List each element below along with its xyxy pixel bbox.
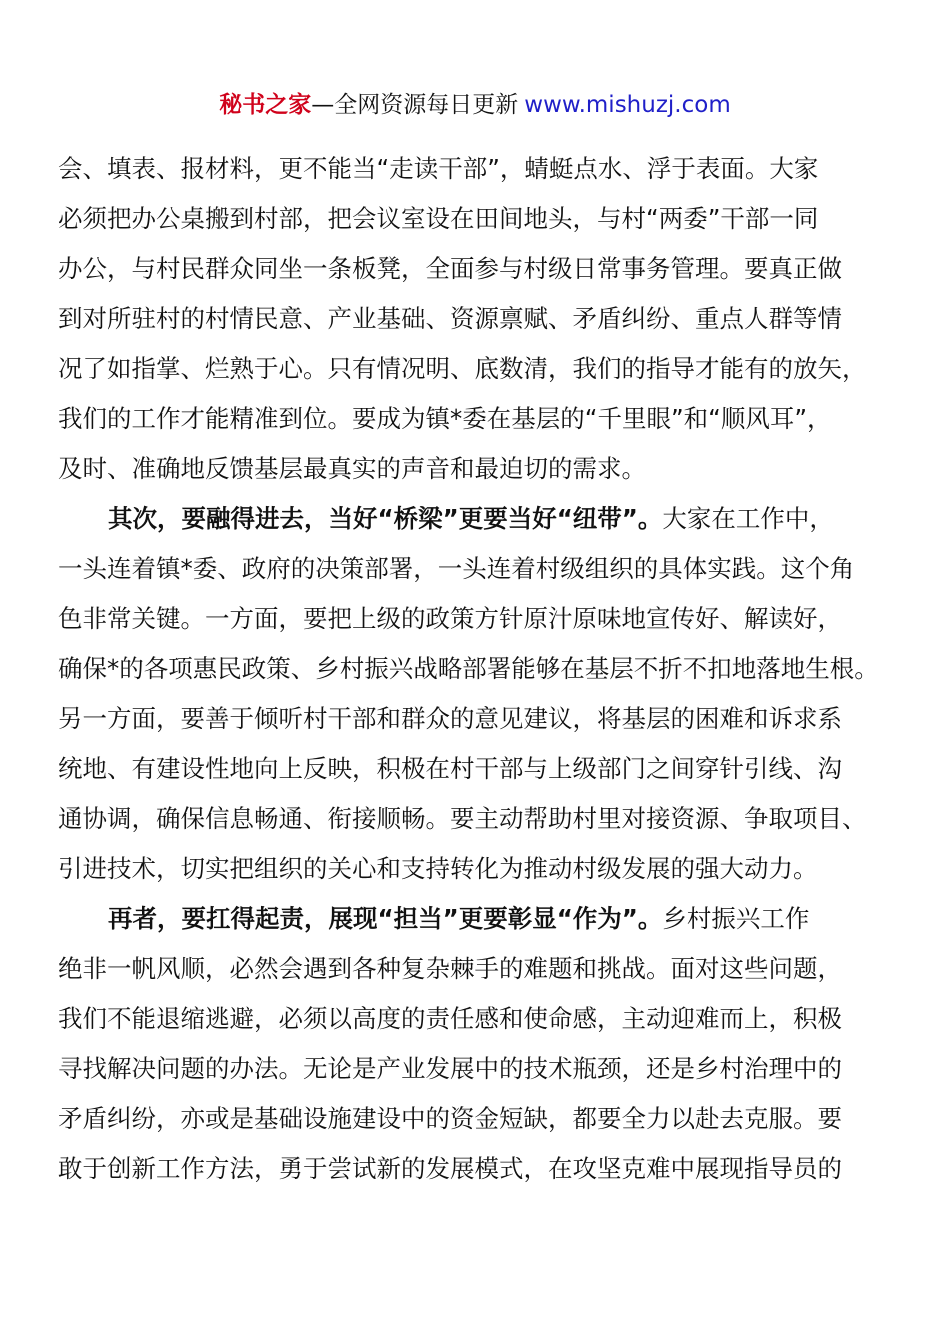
paragraph: [58, 494, 892, 894]
paragraph: [58, 144, 892, 494]
text-line: 确保*的各项惠民政策、乡村振兴战略部署能够在基层不折不扣地落地生根。: [58, 654, 879, 683]
text-line: 寻找解决问题的办法。无论是产业发展中的技术瓶颈，还是乡村治理中的: [58, 1054, 842, 1083]
text-line: 色非常关键。一方面，要把上级的政策方针原汁原味地宣传好、解读好，: [58, 604, 842, 633]
text-line: 到对所驻村的村情民意、产业基础、资源禀赋、矛盾纠纷、重点人群等情: [58, 304, 842, 333]
text-line: [58, 894, 892, 944]
text-line: 及时、准确地反馈基层最真实的声音和最迫切的需求。: [58, 454, 646, 483]
page-header: [0, 88, 950, 122]
paragraph-lead-rest: 大家在工作中，: [662, 504, 834, 533]
brand-name: 秘书之家: [219, 92, 312, 118]
document-body: [58, 144, 892, 1194]
text-line: 通协调，确保信息畅通、衔接顺畅。要主动帮助村里对接资源、争取项目、: [58, 804, 867, 833]
text-line: 统地、有建设性地向上反映，积极在村干部与上级部门之间穿针引线、沟: [58, 754, 842, 783]
text-line: 必须把办公桌搬到村部，把会议室设在田间地头，与村“两委”干部一同: [58, 204, 819, 233]
paragraph-lead: 其次，要融得进去，当好“桥梁”更要当好“纽带”。: [108, 504, 663, 533]
text-line: 引进技术，切实把组织的关心和支持转化为推动村级发展的强大动力。: [58, 854, 818, 883]
text-line: 矛盾纠纷，亦或是基础设施建设中的资金短缺，都要全力以赴去克服。要: [58, 1104, 842, 1133]
text-line: 会、填表、报材料，更不能当“走读干部”，蜻蜓点水、浮于表面。大家: [58, 154, 819, 183]
text-line: 我们不能退缩逃避，必须以高度的责任感和使命感，主动迎难而上，积极: [58, 1004, 842, 1033]
text-line: 办公，与村民群众同坐一条板凳，全面参与村级日常事务管理。要真正做: [58, 254, 842, 283]
text-line: 我们的工作才能精准到位。要成为镇*委在基层的“千里眼”和“顺风耳”，: [58, 404, 832, 433]
text-line: 绝非一帆风顺，必然会遇到各种复杂棘手的难题和挑战。面对这些问题，: [58, 954, 842, 983]
text-line: 另一方面，要善于倾听村干部和群众的意见建议，将基层的困难和诉求系: [58, 704, 842, 733]
text-line: [58, 494, 892, 544]
paragraph-lead: 再者，要扛得起责，展现“担当”更要彰显“作为”。: [108, 904, 663, 933]
site-url-link[interactable]: www.mishuzj.com: [524, 92, 731, 118]
paragraph: [58, 894, 892, 1194]
text-line: 敢于创新工作方法，勇于尝试新的发展模式，在攻坚克难中展现指导员的: [58, 1154, 842, 1183]
text-line: 况了如指掌、烂熟于心。只有情况明、底数清，我们的指导才能有的放矢，: [58, 354, 867, 383]
header-tagline: —全网资源每日更新: [311, 92, 519, 118]
paragraph-lead-rest: 乡村振兴工作: [662, 904, 810, 933]
text-line: 一头连着镇*委、政府的决策部署，一头连着村级组织的具体实践。这个角: [58, 554, 855, 583]
